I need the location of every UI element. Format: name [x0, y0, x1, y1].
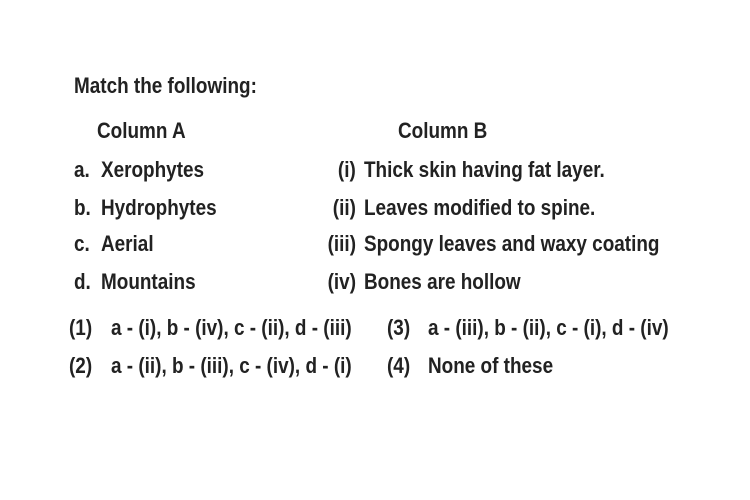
column-b-number: (iv) [327, 269, 356, 294]
option-2-text: a - (ii), b - (iii), c - (iv), d - (i) [111, 353, 352, 378]
option-4-text: None of these [428, 353, 554, 378]
column-a-letter: a. [74, 157, 90, 182]
column-a-header: Column A [97, 118, 186, 143]
column-b-number: (i) [338, 157, 356, 182]
column-a-item: Mountains [101, 269, 196, 294]
question-title: Match the following: [74, 73, 257, 98]
column-b-number: (iii) [327, 231, 356, 256]
column-b-item: Leaves modified to spine. [364, 195, 596, 220]
column-a-item: Hydrophytes [101, 195, 217, 220]
option-3-text: a - (iii), b - (ii), c - (i), d - (iv) [428, 315, 669, 340]
column-b-number: (ii) [332, 195, 356, 220]
column-b-item: Thick skin having fat layer. [364, 157, 605, 182]
column-b-item: Spongy leaves and waxy coating [364, 231, 660, 256]
option-1-number: (1) [69, 315, 93, 340]
column-a-letter: b. [74, 195, 91, 220]
option-2-number: (2) [69, 353, 93, 378]
column-b-header: Column B [398, 118, 488, 143]
option-3-number: (3) [387, 315, 411, 340]
option-4-number: (4) [387, 353, 411, 378]
option-1-text: a - (i), b - (iv), c - (ii), d - (iii) [111, 315, 352, 340]
column-a-letter: c. [74, 231, 90, 256]
column-b-item: Bones are hollow [364, 269, 521, 294]
column-a-item: Xerophytes [101, 157, 205, 182]
column-a-item: Aerial [101, 231, 154, 256]
column-a-letter: d. [74, 269, 91, 294]
